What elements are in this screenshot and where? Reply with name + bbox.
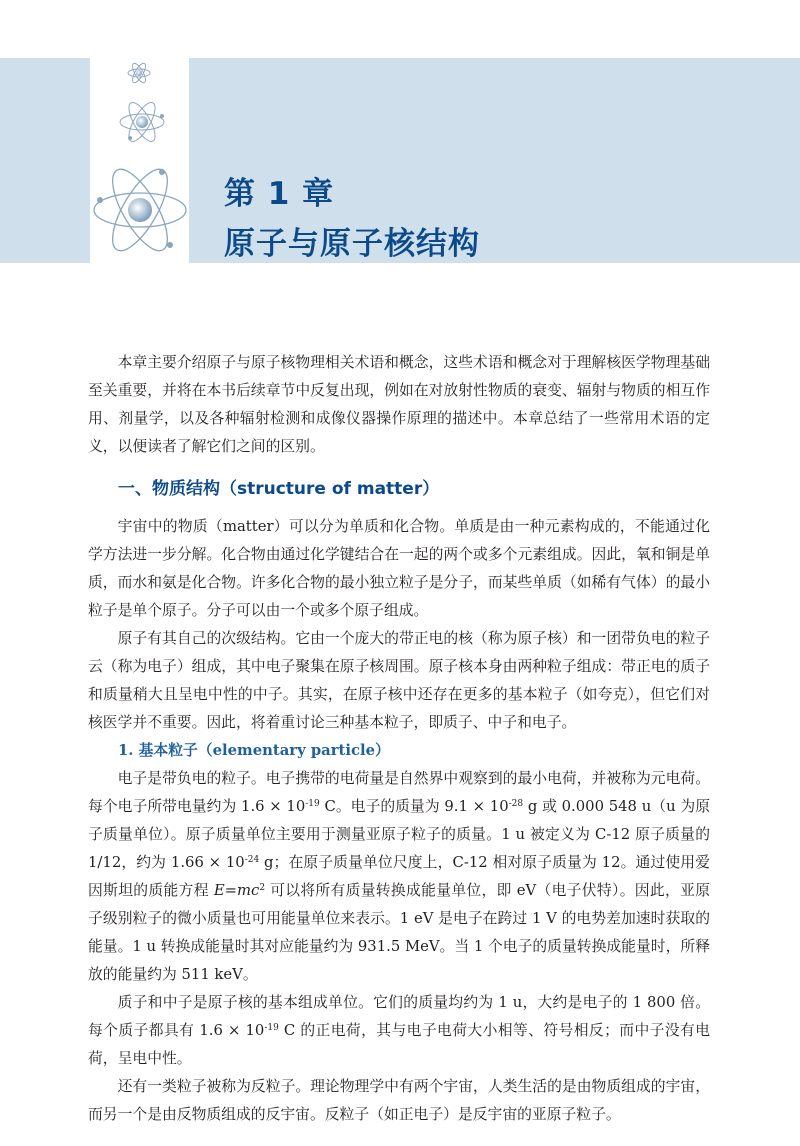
- atom-icon-small: [128, 61, 150, 84]
- subsection-heading-elementary-particle: 1. 基本粒子（elementary particle）: [118, 742, 390, 759]
- section-heading-structure-of-matter: 一、物质结构（structure of matter）: [118, 479, 440, 499]
- header-banner-left: [0, 58, 90, 263]
- paragraph-atom-structure: 原子有其自己的次级结构。它由一个庞大的带正电的核（称为原子核）和一团带负电的粒子云（称为电子）组成，其中电子聚集在原子核周围。原子核本身由两种粒子组成：带正电的质子和质量稍大且呈电中性的中子。其实，在原子核中还存在更多的基本粒子（如夸克），但它们对核医学并不重要。因此，将着重讨论三种基本粒子，即质子、中子和电子。: [88, 630, 710, 731]
- atom-icon-large: [94, 162, 186, 259]
- paragraph-matter: 宇宙中的物质（matter）可以分为单质和化合物。单质是由一种元素构成的，不能通过化学方法进一步分解。化合物由通过化学键结合在一起的两个或多个元素组成。因此，氧和铜是单质，而水和氨是化合物。许多化合物的最小独立粒子是分子，而某些单质（如稀有气体）的最小粒子是单个原子。分子可以由一个或多个原子组成。: [88, 518, 710, 619]
- paragraph-antiparticle: 还有一类粒子被称为反粒子。理论物理学中有两个宇宙，人类生活的是由物质组成的宇宙，而另一个是由反物质组成的反宇宙。反粒子（如正电子）是反宇宙的亚原子粒子。: [88, 1078, 710, 1123]
- atom-icon-medium: [120, 99, 164, 145]
- chapter-number: 第 1 章: [224, 176, 335, 212]
- intro-paragraph: 本章主要介绍原子与原子核物理相关术语和概念，这些术语和概念对于理解核医学物理基础至关重要，并将在本书后续章节中反复出现，例如在对放射性物质的衰变、辐射与物质的相互作用、剂量学，以及各种辐射检测和成像仪器操作原理的描述中。本章总结了一些常用术语的定义，以便读者了解它们之间的区别。: [88, 354, 710, 455]
- paragraph-electron: 电子是带负电的粒子。电子携带的电荷量是自然界中观察到的最小电荷，并被称为元电荷。每个电子所带电量约为 $1.6 \times 10^{-19}$ C。电子的质量为 $9.1 \times 10^{-28}$ g 或 0.000 548 u（u 为原子质量单位）。原子质量单位主要用于测量亚原子粒子的质量。1 u 被定义为 C-12 原子质量的 1/12，约为 $1.66 \times 10^{-24}$ g；在原子质量单位尺度上，C-12 相对原子质量为 12。通过使用爱因斯坦的质能方程 $E=mc^2$ 可以将所有质量转换成能量单位，即 eV（电子伏特）。因此，亚原子级别粒子的微小质量也可用能量单位来表示。1 eV 是电子在跨过 1 V 的电势差加速时获取的能量。1 u 转换成能量时其对应能量约为 931.5 MeV。当 1 个电子的质量转换成能量时，所释放的能量约为 511 keV。: [88, 770, 710, 983]
- atom-decoration-strip: [90, 58, 189, 263]
- atom-icons: [90, 58, 189, 263]
- chapter-title: 原子与原子核结构: [224, 226, 480, 262]
- page-content: [88, 349, 710, 1129]
- paragraph-proton-neutron: 质子和中子是原子核的基本组成单位。它们的质量均约为 1 u，大约是电子的 1 800 倍。每个质子都具有 $1.6 \times 10^{-19}$ C 的正电荷，其与电子电荷大小相等、符号相反；而中子没有电荷，呈电中性。: [88, 994, 710, 1067]
